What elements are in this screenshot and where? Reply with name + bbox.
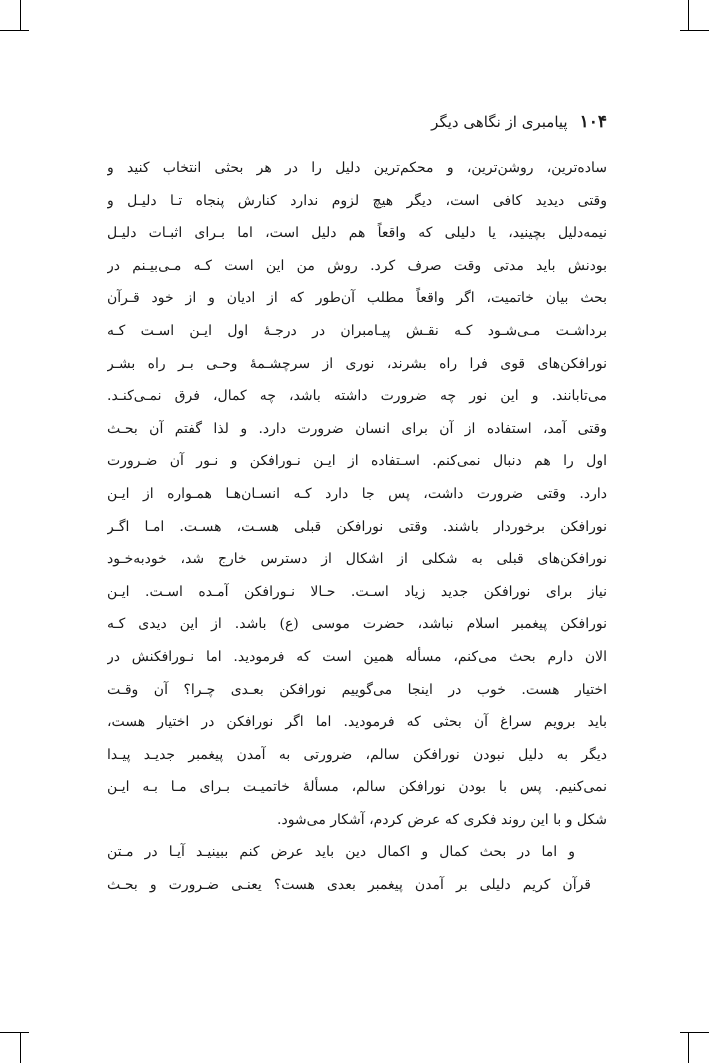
crop-mark-top-right-vertical [688,0,689,30]
crop-mark-top-left-horizontal [0,30,29,31]
text-line: برداشـت مـی‌شـود کـه نقـش پیـامبران در درجـهٔ اول ایـن اسـت کـه [107,322,607,339]
crop-mark-top-left-vertical [20,0,21,30]
text-line: اختیار هست. خوب در اینجا می‌گوییم نورافکن بعـدی چـرا؟ آن وقـت [107,681,607,698]
text-line: شکل و با این روند فکری که عرض کردم، آشکار می‌شود. [277,811,607,828]
text-line: نیمه‌دلیل بچینید، یا دلیلی که واقعاً هم دلیل است، اما بـرای اثبـات دلیـل [107,225,607,242]
text-line: نورافکن‌های قوی فرا راه بشرند، نوری از سرچشـمهٔ وحـی بـر راه بشـر [107,355,607,372]
text-line: و اما در بحث کمال و اکمال دین باید عرض کنم ببینیـد آیـا در مـتن [107,844,575,861]
running-head [107,112,607,142]
text-line: بودنش باید مدتی وقت صرف کرد. روش من این است کـه مـی‌بیـنم در [107,257,607,274]
text-line: وقتی آمد، استفاده از آن برای انسان ضرورت دارد. و لذا گفتم آن بحـث [107,420,607,437]
text-line: اول را هم دنبال نمی‌کنم. اسـتفاده از ایـن نـورافکن و نـور آن ضـرورت [107,453,607,470]
text-line: نورافکن پیغمبر اسلام نباشد، حضرت موسی (ع) باشد. از این دیدی کـه [107,616,607,633]
paragraph-1 [107,152,607,836]
page-number: ۱۰۴ [579,112,607,132]
text-line: ساده‌ترین، روشن‌ترین، و محکم‌ترین دلیل را در هر بحثی انتخاب کنید و [107,160,607,176]
text-line: قرآن کریم دلیلی بر آمدن پیغمبر بعدی هست؟ یعنـی ضـرورت و بحـث [107,877,591,894]
crop-mark-bottom-right-horizontal [680,1032,709,1033]
book-page [107,112,607,902]
book-title: پیامبری از نگاهی دیگر [431,113,568,131]
crop-mark-bottom-right-vertical [688,1032,689,1063]
text-line: باید برویم سراغ آن بحثی که فرمودید. اما اگر نورافکن در اختیار هست، [107,714,607,731]
crop-mark-top-right-horizontal [680,30,709,31]
paragraph-2 [107,836,607,901]
text-line: وقتی دیدید کافی است، دیگر هیچ لزوم ندارد کنارش پنجاه تـا دلیـل و [107,192,607,209]
crop-mark-bottom-left-vertical [20,1032,21,1063]
text-line: نورافکن برخوردار باشند. وقتی نورافکن قبلی هسـت، هسـت. امـا اگـر [107,518,607,535]
text-line: دارد. وقتی ضرورت داشت، پس جا دارد کـه انسـان‌هـا همـواره از ایـن [107,485,607,502]
text-line: نمی‌کنیم. پس با بودن نورافکن سالم، مسألهٔ خاتمیـت بـرای مـا بـه ایـن [107,779,607,796]
body-text [107,152,607,902]
text-line: نورافکن‌های قبلی به شکلی از اشکال از دسترس خارج شد، خودبه‌خـود [107,551,607,568]
crop-mark-bottom-left-horizontal [0,1032,29,1033]
text-line: بحث بیان خاتمیت، اگر واقعاً مطلب آن‌طور که از ادیان و از خود قـرآن [107,290,607,307]
text-line: الان دارم بحث می‌کنم، مسأله همین است که فرمودید. اما نـورافکنش در [107,648,607,665]
text-line: می‌تابانند. و این نور چه ضرورت داشته باشد، چه کمال، فرق نمـی‌کنـد. [107,388,607,405]
text-line: نیاز برای نورافکن جدید زیاد اسـت. حـالا نـورافکن آمـده اسـت. ایـن [107,583,607,600]
text-line: دیگر به دلیل نبودن نورافکن سالم، ضرورتی به آمدن پیغمبر جدیـد پیـدا [107,746,607,763]
